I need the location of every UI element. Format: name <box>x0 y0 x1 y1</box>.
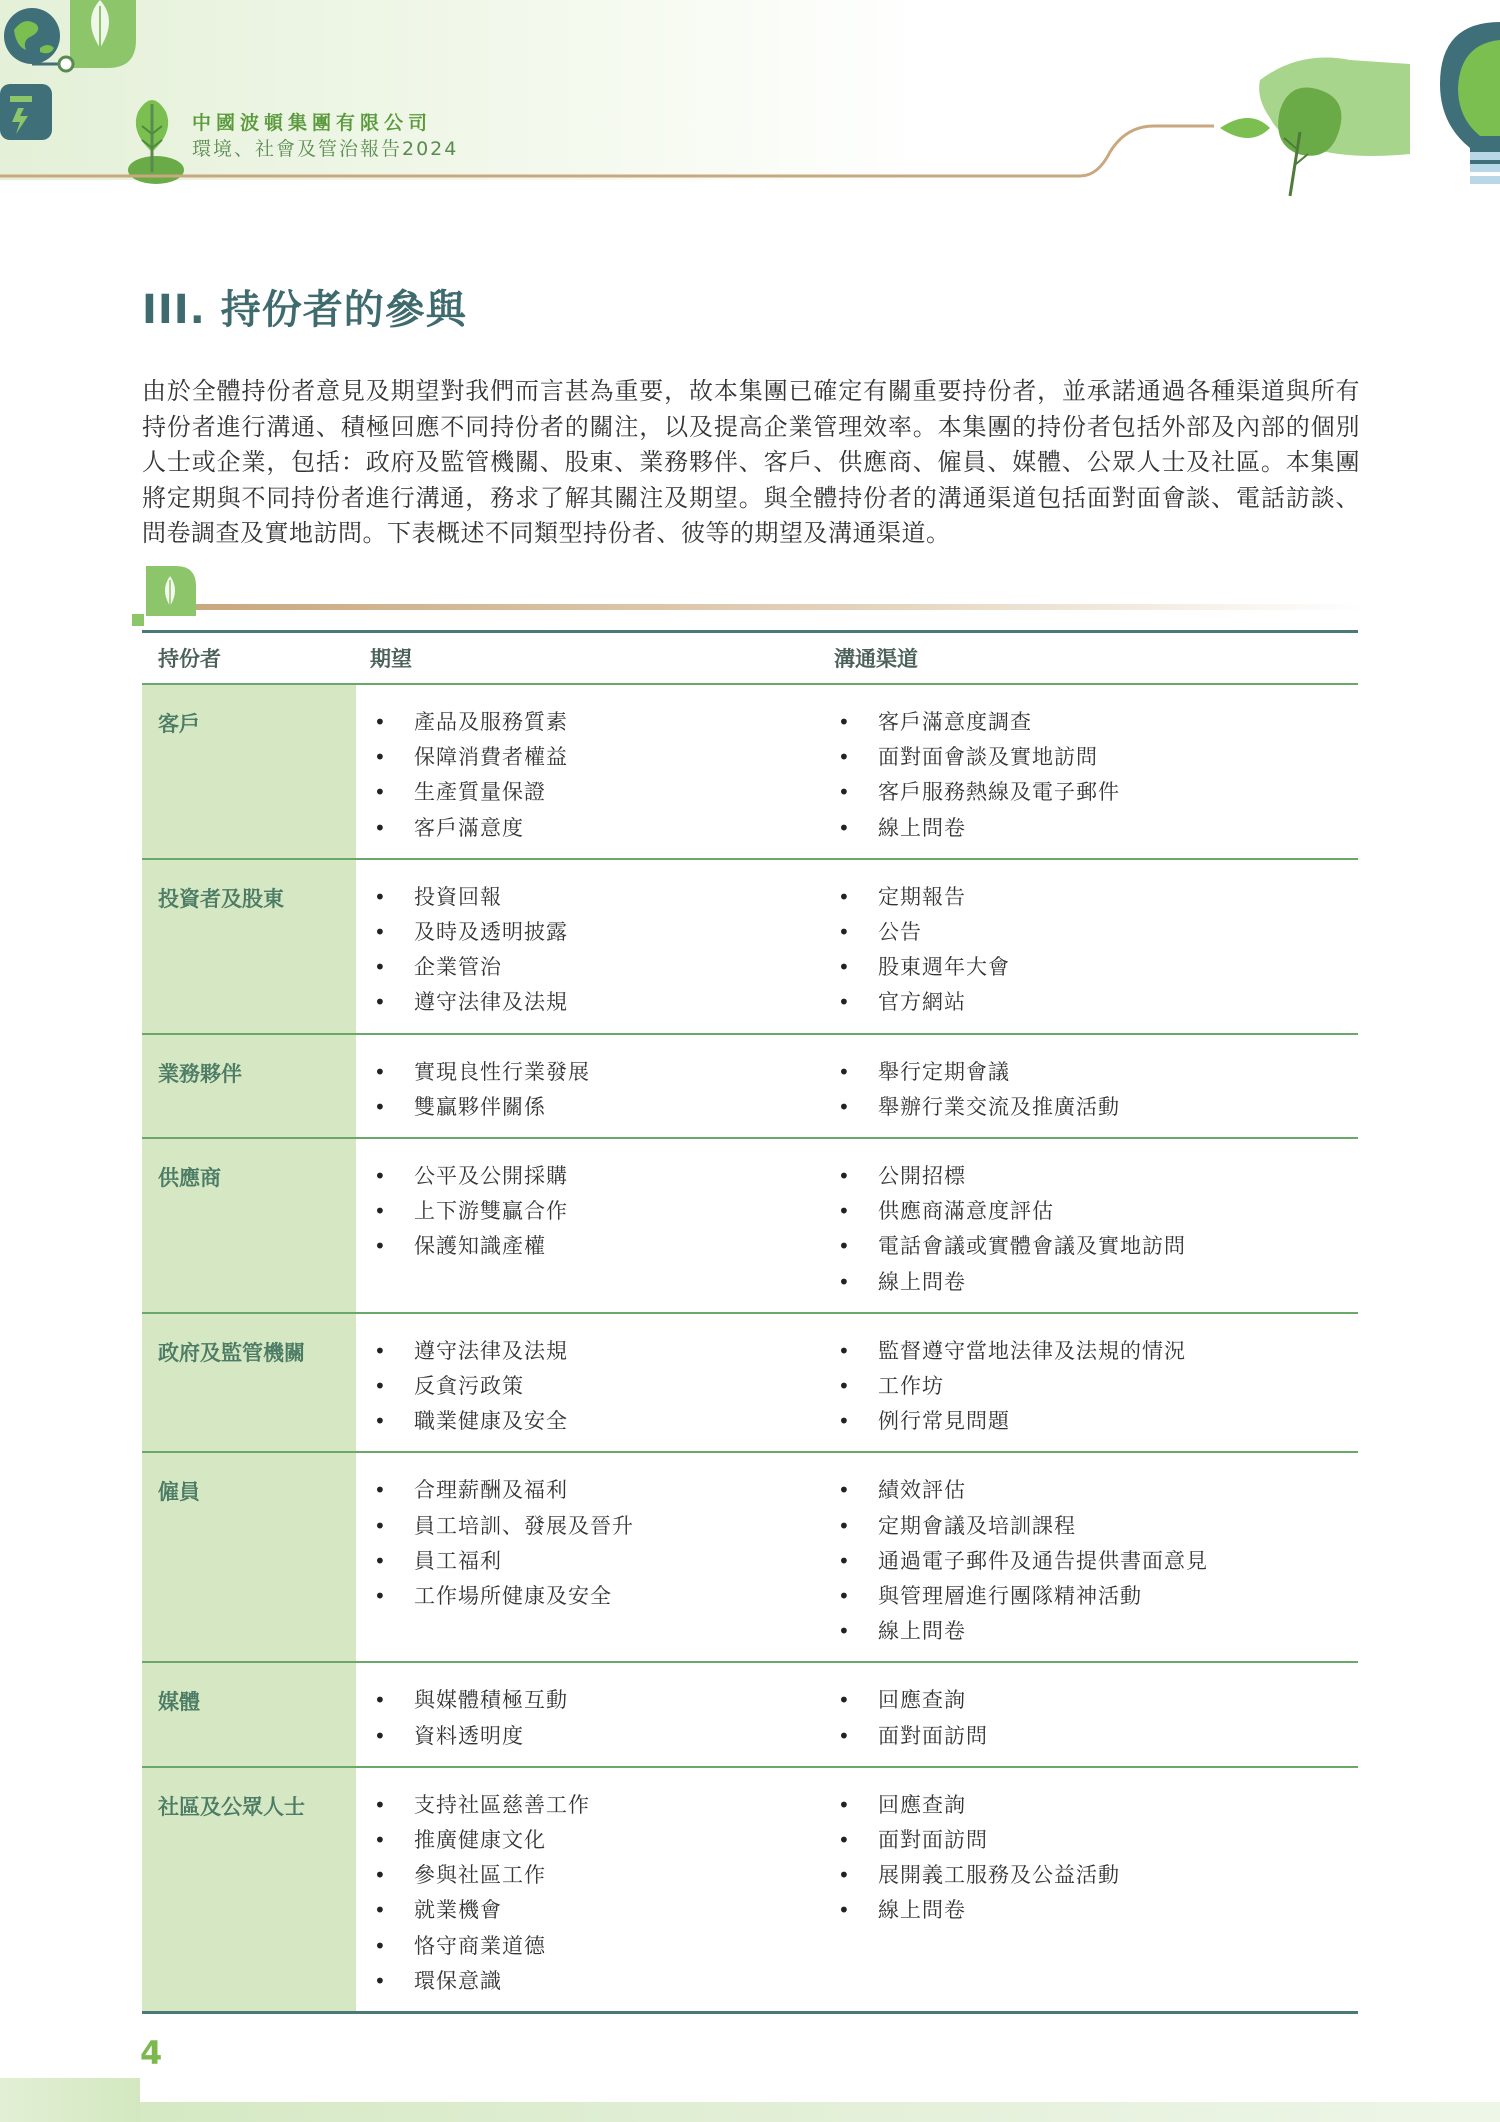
channels-list <box>820 1663 1358 1765</box>
channels-cell <box>820 1138 1358 1313</box>
expectations-list <box>356 1768 820 2011</box>
channels-list <box>820 1314 1358 1452</box>
list-item: • 合理薪酬及福利 <box>356 1473 820 1508</box>
section-title: III. 持份者的參與 <box>142 287 467 333</box>
table-row <box>142 1138 1358 1313</box>
list-item: • 保護知識產權 <box>356 1229 820 1264</box>
list-item: • 及時及透明披露 <box>356 915 820 950</box>
expectations-list <box>356 1139 820 1277</box>
expectations-cell <box>356 859 820 1034</box>
table-row <box>142 1313 1358 1453</box>
list-item: • 監督遵守當地法律及法規的情況 <box>820 1334 1358 1369</box>
list-item: • 面對面訪問 <box>820 1823 1358 1858</box>
tree-icon <box>128 100 184 184</box>
list-item: • 就業機會 <box>356 1893 820 1928</box>
list-item: • 職業健康及安全 <box>356 1404 820 1439</box>
channels-cell <box>820 1452 1358 1662</box>
expectations-cell <box>356 1767 820 2013</box>
table-row <box>142 859 1358 1034</box>
table-row <box>142 1767 1358 2013</box>
channels-list <box>820 685 1358 858</box>
stakeholder-cell: 供應商 <box>142 1138 356 1313</box>
channels-cell <box>820 684 1358 859</box>
list-item: • 上下游雙贏合作 <box>356 1194 820 1229</box>
stakeholder-cell: 投資者及股東 <box>142 859 356 1034</box>
list-item: • 實現良性行業發展 <box>356 1055 820 1090</box>
list-item: • 支持社區慈善工作 <box>356 1788 820 1823</box>
channels-list <box>820 1139 1358 1312</box>
report-name: 環境、社會及管治報告2024 <box>192 138 459 160</box>
expectations-cell <box>356 1452 820 1662</box>
list-item: • 官方網站 <box>820 985 1358 1020</box>
table-row <box>142 684 1358 859</box>
list-item: • 產品及服務質素 <box>356 705 820 740</box>
stakeholder-cell: 媒體 <box>142 1662 356 1766</box>
table-row <box>142 1662 1358 1766</box>
list-item: • 定期會議及培訓課程 <box>820 1509 1358 1544</box>
stakeholder-cell: 僱員 <box>142 1452 356 1662</box>
list-item: • 回應查詢 <box>820 1683 1358 1718</box>
expectations-list <box>356 1314 820 1452</box>
list-item: • 恪守商業道德 <box>356 1929 820 1964</box>
list-item: • 例行常見問題 <box>820 1404 1358 1439</box>
list-item: • 電話會議或實體會議及實地訪問 <box>820 1229 1358 1264</box>
list-item: • 舉行定期會議 <box>820 1055 1358 1090</box>
list-item: • 與媒體積極互動 <box>356 1683 820 1718</box>
plug-icon <box>0 84 52 140</box>
list-item: • 回應查詢 <box>820 1788 1358 1823</box>
list-item: • 生產質量保證 <box>356 775 820 810</box>
list-item: • 保障消費者權益 <box>356 740 820 775</box>
channels-cell <box>820 1313 1358 1453</box>
list-item: • 客戶滿意度 <box>356 811 820 846</box>
list-item: • 展開義工服務及公益活動 <box>820 1858 1358 1893</box>
table-header-row <box>142 632 1358 685</box>
list-item: • 與管理層進行團隊精神活動 <box>820 1579 1358 1614</box>
header-expectations: 期望 <box>356 632 820 685</box>
stakeholder-cell: 客戶 <box>142 684 356 859</box>
stakeholder-table <box>142 630 1358 2014</box>
list-item: • 面對面會談及實地訪問 <box>820 740 1358 775</box>
list-item: • 公告 <box>820 915 1358 950</box>
stakeholder-cell: 社區及公眾人士 <box>142 1767 356 2013</box>
intro-paragraph: 由於全體持份者意見及期望對我們而言甚為重要，故本集團已確定有關重要持份者，並承諾通過各種渠道與所有持份者進行溝通、積極回應不同持份者的關注，以及提高企業管理效率。本集團的持份者包括外部及內部的個別人士或企業，包括：政府及監管機關、股東、業務夥伴、客戶、供應商、僱員、媒體、公眾人士及社區。本集團將定期與不同持份者進行溝通，務求了解其關注及期望。與全體持份者的溝通渠道包括面對面會談、電話訪談、問卷調查及實地訪問。下表概述不同類型持份者、彼等的期望及溝通渠道。 <box>142 377 1360 547</box>
expectations-list <box>356 1453 820 1626</box>
expectations-list <box>356 1035 820 1137</box>
list-item: • 線上問卷 <box>820 1265 1358 1300</box>
expectations-list <box>356 1663 820 1765</box>
header-stakeholder: 持份者 <box>142 632 356 685</box>
list-item: • 客戶滿意度調查 <box>820 705 1358 740</box>
channels-list <box>820 1768 1358 1941</box>
list-item: • 通過電子郵件及通告提供書面意見 <box>820 1544 1358 1579</box>
channels-list <box>820 860 1358 1033</box>
list-item: • 推廣健康文化 <box>356 1823 820 1858</box>
list-item: • 環保意識 <box>356 1964 820 1999</box>
stakeholder-cell: 業務夥伴 <box>142 1034 356 1138</box>
list-item: • 定期報告 <box>820 880 1358 915</box>
channels-cell <box>820 1662 1358 1766</box>
list-item: • 員工福利 <box>356 1544 820 1579</box>
list-item: • 雙贏夥伴關係 <box>356 1090 820 1125</box>
list-item: • 面對面訪問 <box>820 1719 1358 1754</box>
expectations-cell <box>356 1662 820 1766</box>
hand-holding-tree-icon <box>1259 58 1410 197</box>
channels-list <box>820 1035 1358 1137</box>
list-item: • 員工培訓、發展及晉升 <box>356 1509 820 1544</box>
list-item: • 線上問卷 <box>820 811 1358 846</box>
channels-list <box>820 1453 1358 1661</box>
list-item: • 供應商滿意度評估 <box>820 1194 1358 1229</box>
globe-icon <box>4 8 60 64</box>
list-item: • 工作場所健康及安全 <box>356 1579 820 1614</box>
header-decoration <box>0 0 1500 200</box>
expectations-list <box>356 685 820 858</box>
channels-cell <box>820 859 1358 1034</box>
expectations-cell <box>356 684 820 859</box>
footer-bar <box>140 2102 1500 2122</box>
stakeholder-cell: 政府及監管機關 <box>142 1313 356 1453</box>
table-divider-decoration <box>130 560 1370 630</box>
list-item: • 投資回報 <box>356 880 820 915</box>
header-channels: 溝通渠道 <box>820 632 1358 685</box>
list-item: • 資料透明度 <box>356 1719 820 1754</box>
page-number: 4 <box>140 2034 163 2072</box>
list-item: • 公平及公開採購 <box>356 1159 820 1194</box>
list-item: • 線上問卷 <box>820 1614 1358 1649</box>
list-item: • 企業管治 <box>356 950 820 985</box>
channels-cell <box>820 1034 1358 1138</box>
expectations-cell <box>356 1313 820 1453</box>
channels-cell <box>820 1767 1358 2013</box>
expectations-list <box>356 860 820 1033</box>
list-item: • 遵守法律及法規 <box>356 985 820 1020</box>
table-body <box>142 684 1358 2013</box>
leaf-tile-icon <box>70 0 136 68</box>
list-item: • 工作坊 <box>820 1369 1358 1404</box>
list-item: • 線上問卷 <box>820 1893 1358 1928</box>
list-item: • 客戶服務熱線及電子郵件 <box>820 775 1358 810</box>
table-row <box>142 1452 1358 1662</box>
list-item: • 股東週年大會 <box>820 950 1358 985</box>
list-item: • 遵守法律及法規 <box>356 1334 820 1369</box>
list-item: • 參與社區工作 <box>356 1858 820 1893</box>
expectations-cell <box>356 1034 820 1138</box>
list-item: • 反貪污政策 <box>356 1369 820 1404</box>
table-row <box>142 1034 1358 1138</box>
list-item: • 舉辦行業交流及推廣活動 <box>820 1090 1358 1125</box>
company-name: 中國波頓集團有限公司 <box>192 112 433 134</box>
stakeholder-table-wrap <box>142 630 1358 2014</box>
footer-bar-left <box>0 2078 140 2122</box>
page-header <box>0 0 1500 180</box>
list-item: • 公開招標 <box>820 1159 1358 1194</box>
expectations-cell <box>356 1138 820 1313</box>
list-item: • 績效評估 <box>820 1473 1358 1508</box>
light-bulb-icon <box>1440 22 1500 200</box>
